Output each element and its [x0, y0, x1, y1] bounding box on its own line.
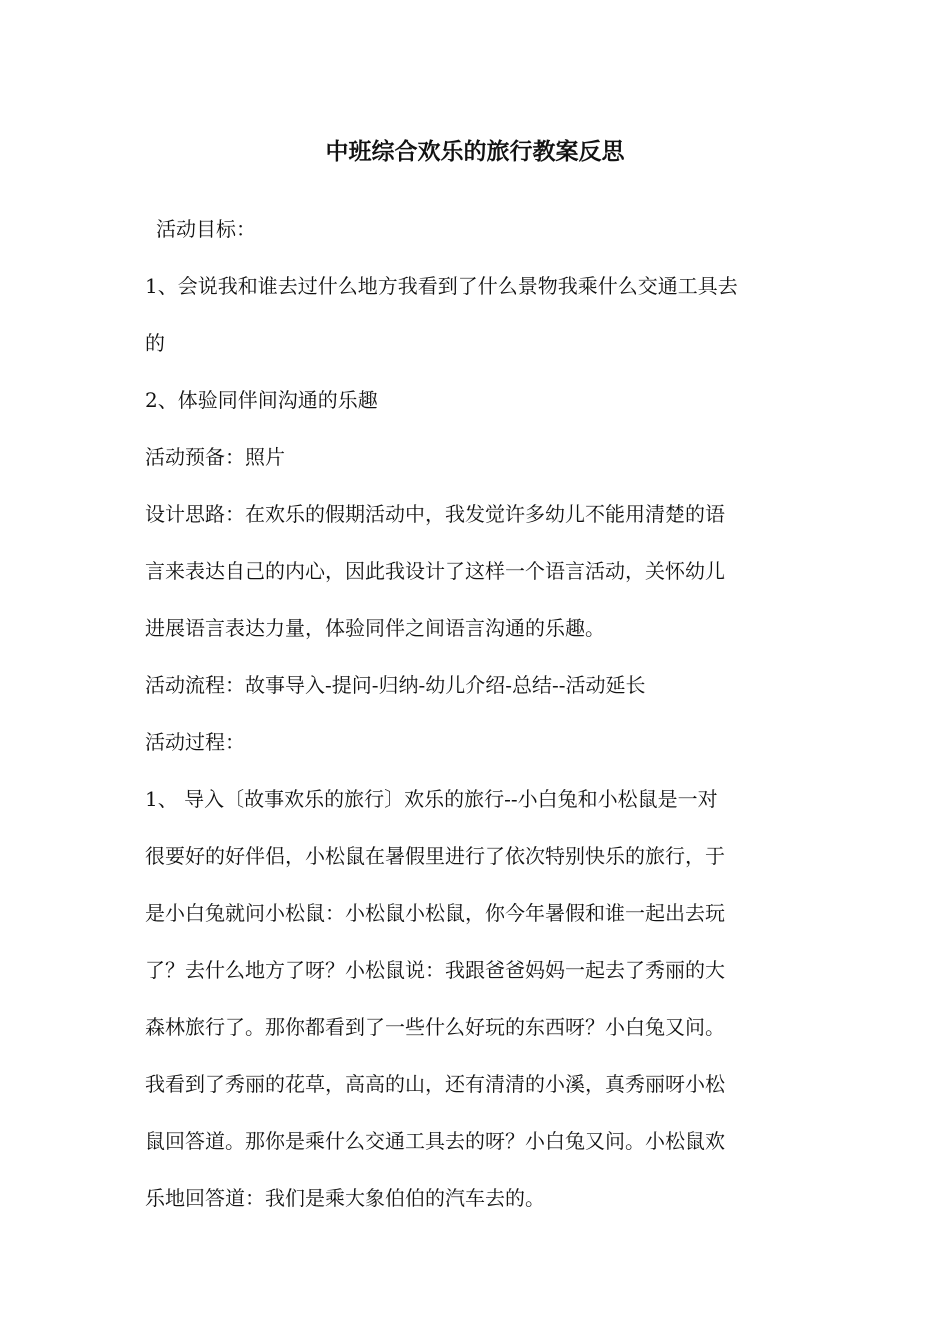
document-body	[145, 201, 805, 1227]
text-line: 了？去什么地方了呀？小松鼠说：我跟爸爸妈妈一起去了秀丽的大	[145, 958, 725, 982]
text-line: 1、会说我和谁去过什么地方我看到了什么景物我乘什么交通工具去	[145, 274, 738, 298]
text-line: 活动流程：故事导入-提问-归纳-幼儿介绍-总结--活动延长	[145, 673, 646, 697]
text-line: 是小白兔就问小松鼠：小松鼠小松鼠，你今年暑假和谁一起出去玩	[145, 901, 725, 925]
text-line-activity-goals: 活动目标：	[156, 217, 256, 241]
document-title: 中班综合欢乐的旅行教案反思	[325, 138, 625, 165]
text-line: 乐地回答道：我们是乘大象伯伯的汽车去的。	[145, 1186, 545, 1210]
text-line: 很要好的好伴侣，小松鼠在暑假里进行了依次特别快乐的旅行，于	[145, 844, 725, 868]
text-line: 进展语言表达力量，体验同伴之间语言沟通的乐趣。	[145, 616, 605, 640]
text-line: 森林旅行了。那你都看到了一些什么好玩的东西呀？小白兔又问。	[145, 1015, 725, 1039]
text-line: 的	[145, 331, 165, 355]
text-line: 2、体验同伴间沟通的乐趣	[145, 388, 378, 412]
text-line: 活动过程：	[145, 730, 245, 754]
text-line: 1、 导入〔故事欢乐的旅行〕欢乐的旅行--小白兔和小松鼠是一对	[145, 787, 718, 811]
text-line: 鼠回答道。那你是乘什么交通工具去的呀？小白兔又问。小松鼠欢	[145, 1129, 725, 1153]
text-line: 设计思路：在欢乐的假期活动中，我发觉许多幼儿不能用清楚的语	[145, 502, 725, 526]
text-line: 言来表达自己的内心，因此我设计了这样一个语言活动，关怀幼儿	[145, 559, 725, 583]
text-line: 我看到了秀丽的花草，高高的山，还有清清的小溪，真秀丽呀小松	[145, 1072, 725, 1096]
text-line: 活动预备：照片	[145, 445, 285, 469]
